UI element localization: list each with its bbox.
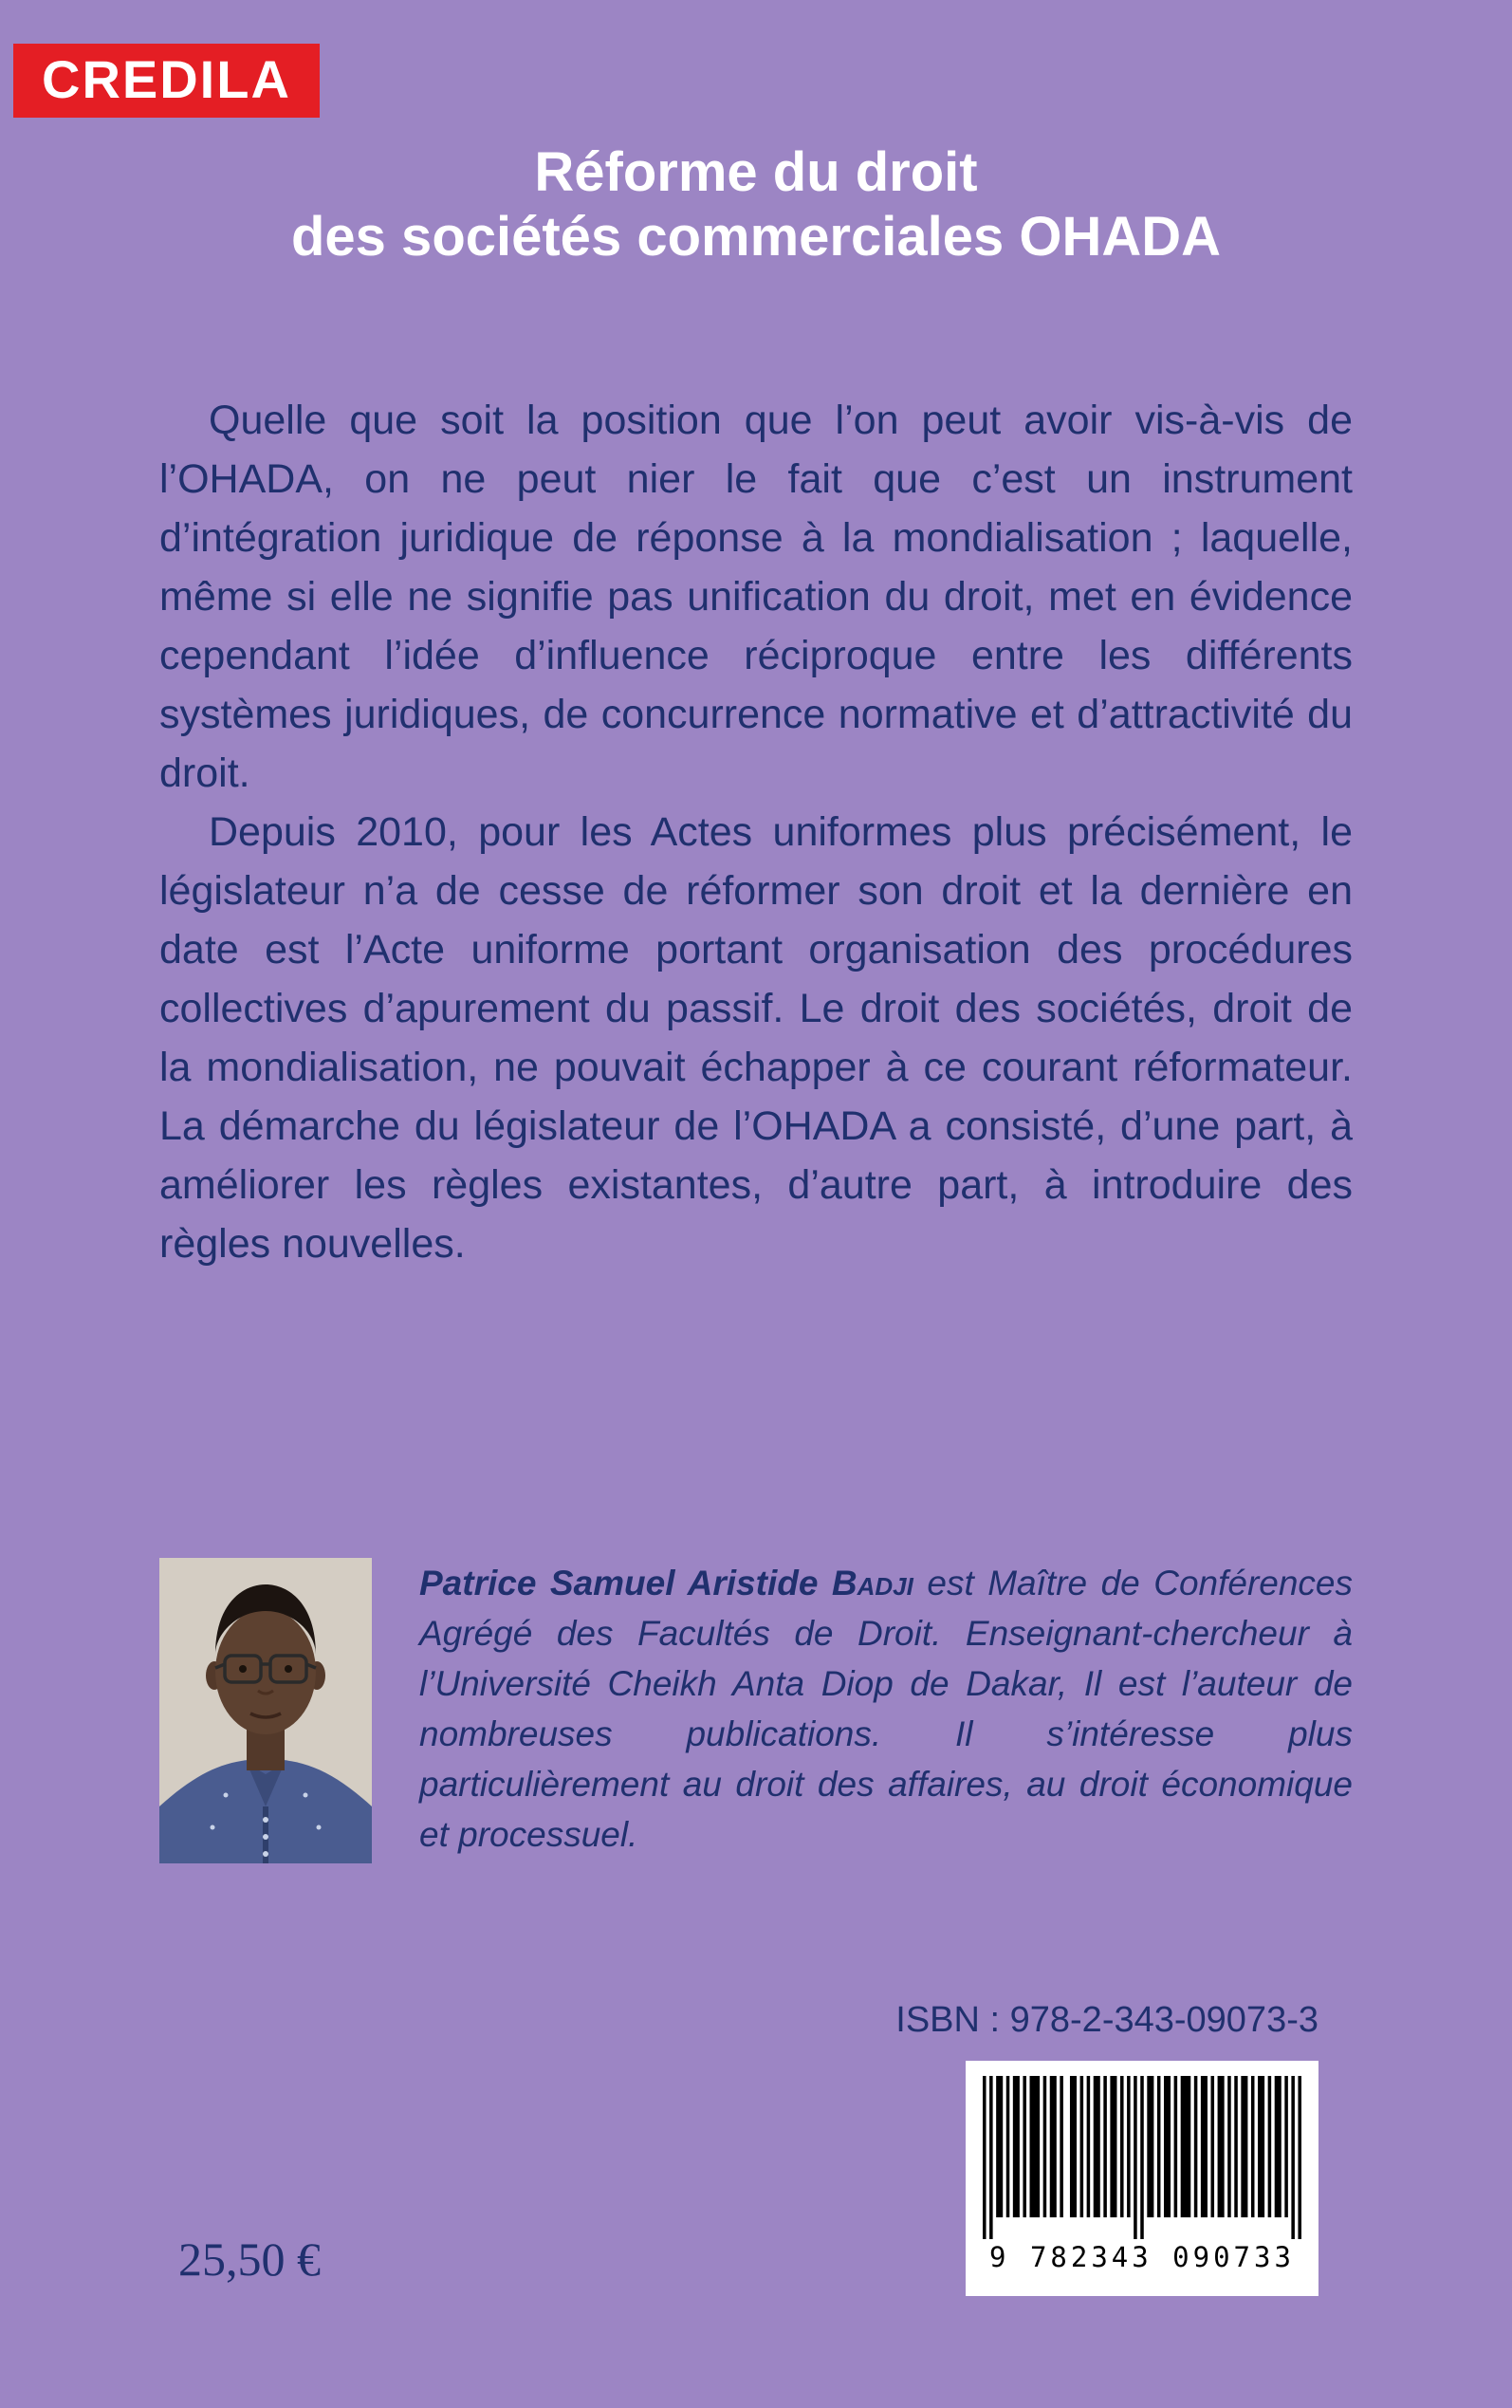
barcode-bars-icon <box>983 2076 1301 2239</box>
author-bio-text: est Maître de Conférences Agrégé des Facultés de Droit. Enseignant-chercheur à l’Université Cheikh Anta Diop de Dakar, Il est l’auteur de nombreuses publications. Il s’intéresse plus particulièrement au droit des affaires, au droit économique et processuel. <box>419 1564 1354 1854</box>
summary-paragraph-2: Depuis 2010, pour les Actes uniformes plus précisément, le législateur n’a de cesse de réformer son droit et la dernière en date est l’Acte uniforme portant organisation des procédures collectives d’apurement du passif. Le droit des sociétés, droit de la mondialisation, ne pouvait échapper à ce courant réformateur. La démarche du législateur de l’OHADA a consisté, d’une part, à améliorer les règles existantes, d’autre part, à introduire des règles nouvelles. <box>159 809 1353 1267</box>
barcode-digits: 9 782343 090733 <box>989 2241 1295 2273</box>
publisher-logo-text: CREDILA <box>42 49 291 109</box>
author-bio <box>419 1558 1353 1860</box>
isbn-number: ISBN : 978-2-343-09073-3 <box>895 2000 1318 2040</box>
author-section <box>159 1558 1353 1863</box>
book-title-line2: des sociétés commerciales OHADA <box>291 206 1221 269</box>
summary-paragraph-1: Quelle que soit la position que l’on peut avoir vis-à-vis de l’OHADA, on ne peut nier le fait que c’est un instrument d’intégration juridique de réponse à la mondialisation ; laquelle, même si elle ne signifie pas unification du droit, met en évidence cependant l’idée d’influence réciproque entre les différents systèmes juridiques, de concurrence normative et d’attractivité du droit. <box>159 398 1353 796</box>
author-last-name: Badji <box>831 1564 913 1602</box>
publisher-logo <box>13 44 320 118</box>
author-photo <box>159 1558 372 1863</box>
back-cover-summary <box>159 391 1353 1273</box>
book-title <box>0 140 1512 270</box>
author-first-names: Patrice Samuel Aristide <box>419 1564 819 1602</box>
barcode <box>966 2061 1318 2296</box>
price: 25,50 € <box>178 2232 321 2286</box>
author-name <box>419 1564 913 1602</box>
author-photo-illustration <box>159 1558 372 1863</box>
book-title-line1: Réforme du droit <box>534 141 978 203</box>
